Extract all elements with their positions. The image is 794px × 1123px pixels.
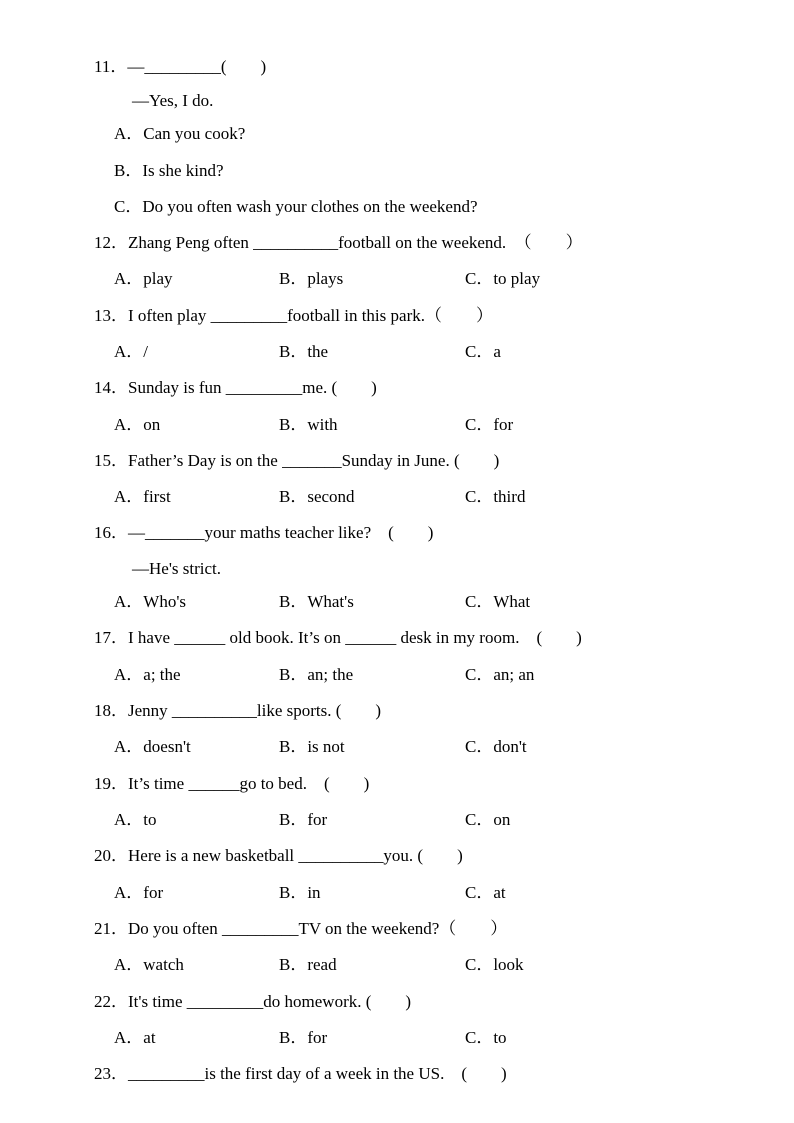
- question-21-stem: 21．Do you often _________TV on the weekend?（ ）: [94, 919, 508, 938]
- question-14-option-c: C．for: [465, 415, 514, 434]
- question-23-stem: 23．_________is the first day of a week in the US. ( ): [94, 1064, 507, 1083]
- question-16-reply: —He's strict.: [132, 559, 221, 578]
- question-21-option-b: B．read: [279, 955, 337, 974]
- question-17-stem: 17．I have ______ old book. It’s on ______ desk in my room. ( ): [94, 628, 582, 647]
- question-21-option-a: A．watch: [114, 955, 184, 974]
- question-16-stem: 16．—_______your maths teacher like? ( ): [94, 523, 434, 542]
- question-18-option-c: C．don't: [465, 737, 527, 756]
- question-16-option-b: B．What's: [279, 592, 354, 611]
- question-20-option-c: C．at: [465, 883, 506, 902]
- question-15-option-b: B．second: [279, 487, 355, 506]
- question-22-option-b: B．for: [279, 1028, 328, 1047]
- question-18-stem: 18．Jenny __________like sports. ( ): [94, 701, 382, 720]
- question-16-option-c: C．What: [465, 592, 531, 611]
- question-19-stem: 19．It’s time ______go to bed. ( ): [94, 774, 370, 793]
- question-13-option-b: B．the: [279, 342, 329, 361]
- question-20-stem: 20．Here is a new basketball __________you. ( ): [94, 846, 463, 865]
- question-12-option-a: A．play: [114, 269, 173, 288]
- question-11-option-c: C．Do you often wash your clothes on the weekend?: [114, 197, 478, 216]
- question-12-option-c: C．to play: [465, 269, 541, 288]
- question-15-option-c: C．third: [465, 487, 526, 506]
- question-19-option-c: C．on: [465, 810, 511, 829]
- question-17-option-c: C．an; an: [465, 665, 535, 684]
- question-12-option-b: B．plays: [279, 269, 344, 288]
- question-19-option-b: B．for: [279, 810, 328, 829]
- question-14-stem: 14．Sunday is fun _________me. ( ): [94, 378, 377, 397]
- question-11-option-b: B．Is she kind?: [114, 161, 224, 180]
- question-15-option-a: A．first: [114, 487, 171, 506]
- question-15-stem: 15．Father’s Day is on the _______Sunday in June. ( ): [94, 451, 500, 470]
- question-18-option-b: B．is not: [279, 737, 345, 756]
- question-19-option-a: A．to: [114, 810, 157, 829]
- question-22-stem: 22．It's time _________do homework. ( ): [94, 992, 412, 1011]
- question-11-option-a: A．Can you cook?: [114, 124, 246, 143]
- question-17-option-a: A．a; the: [114, 665, 181, 684]
- question-11-stem: 11．—_________( ): [94, 57, 267, 76]
- question-14-option-b: B．with: [279, 415, 338, 434]
- question-20-option-a: A．for: [114, 883, 164, 902]
- question-21-option-c: C．look: [465, 955, 524, 974]
- question-22-option-c: C．to: [465, 1028, 507, 1047]
- question-13-option-a: A．/: [114, 342, 148, 361]
- question-17-option-b: B．an; the: [279, 665, 354, 684]
- question-18-option-a: A．doesn't: [114, 737, 191, 756]
- question-16-option-a: A．Who's: [114, 592, 187, 611]
- question-13-option-c: C．a: [465, 342, 501, 361]
- question-11-reply: —Yes, I do.: [132, 91, 214, 110]
- question-12-stem: 12．Zhang Peng often __________football on the weekend. （ ）: [94, 233, 583, 252]
- question-20-option-b: B．in: [279, 883, 321, 902]
- question-14-option-a: A．on: [114, 415, 161, 434]
- question-13-stem: 13．I often play _________football in this park.（ ）: [94, 306, 493, 325]
- question-22-option-a: A．at: [114, 1028, 156, 1047]
